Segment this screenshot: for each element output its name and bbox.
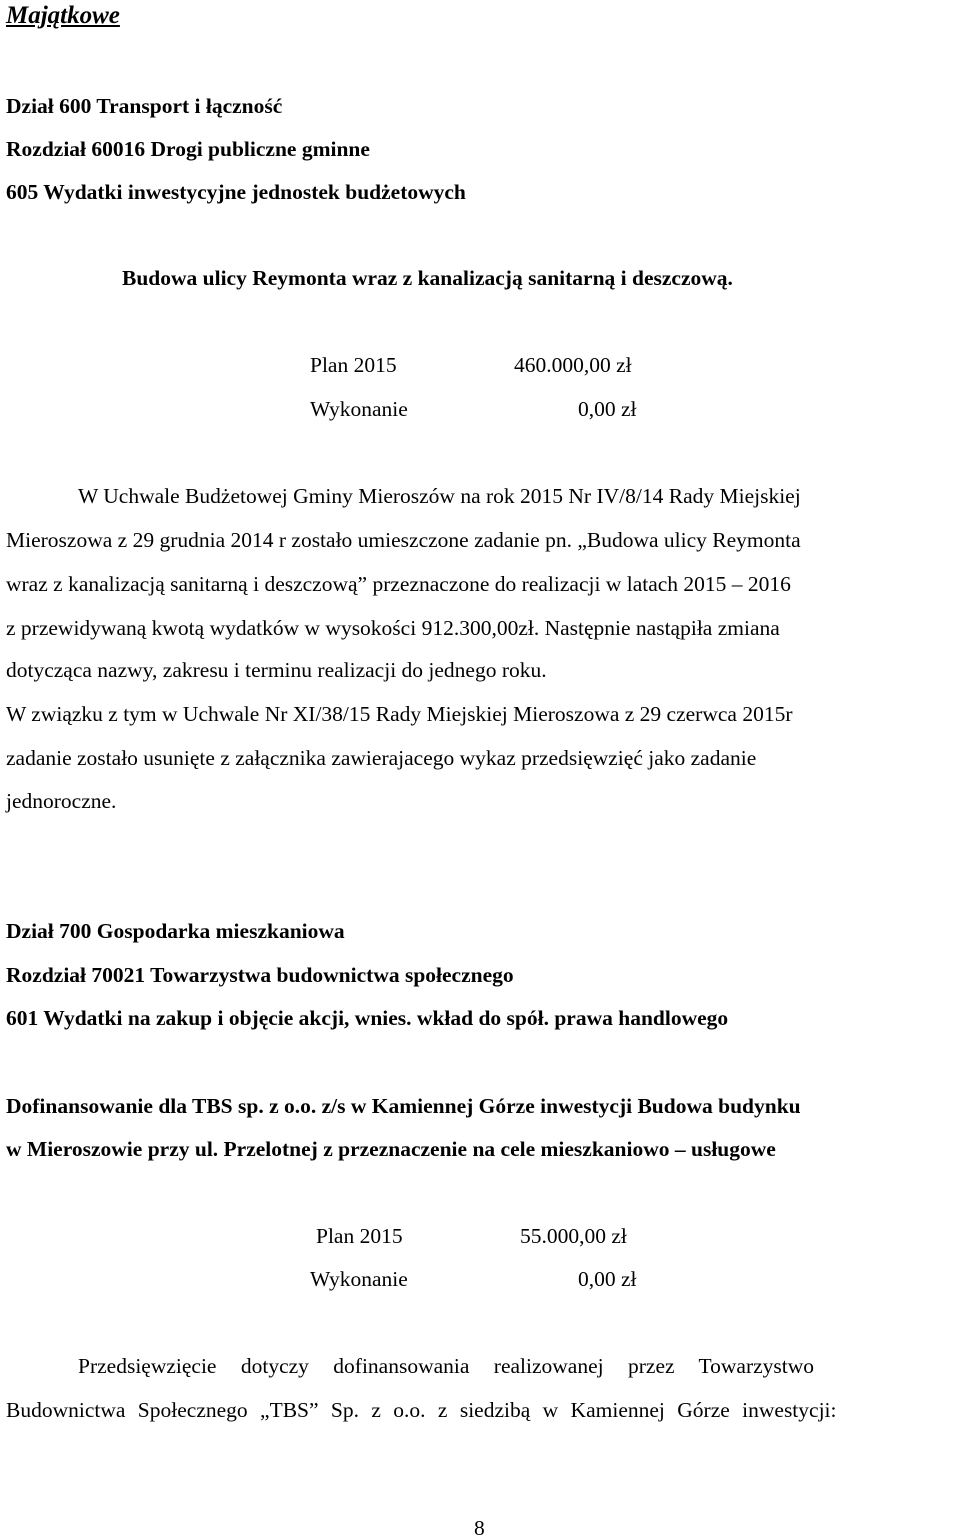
section2-task-line: Dofinansowanie dla TBS sp. z o.o. z/s w Kamiennej Górze inwestycji Budowa budynku xyxy=(6,1094,801,1118)
section1-paragraph-line: Mieroszowa z 29 grudnia 2014 r zostało umieszczone zadanie pn. „Budowa ulicy Reymonta xyxy=(6,528,801,552)
page-title: Majątkowe xyxy=(6,2,120,29)
section2-paragraf: 601 Wydatki na zakup i objęcie akcji, wnies. wkład do spół. prawa handlowego xyxy=(6,1006,729,1030)
section1-paragraph-line: jednoroczne. xyxy=(6,789,117,813)
section1-paragraph-line: zadanie zostało usunięte z załącznika zawierajacego wykaz przedsięwzięć jako zadanie xyxy=(6,746,757,770)
section1-rozdzial: Rozdział 60016 Drogi publiczne gminne xyxy=(6,137,370,161)
section2-exec-label: Wykonanie xyxy=(310,1267,408,1291)
section2-task-line: w Mieroszowie przy ul. Przelotnej z przeznaczenie na cele mieszkaniowo – usługowe xyxy=(6,1137,776,1161)
section2-rozdzial: Rozdział 70021 Towarzystwa budownictwa społecznego xyxy=(6,963,514,987)
section2-plan-label: Plan 2015 xyxy=(316,1224,403,1248)
section1-dzial: Dział 600 Transport i łączność xyxy=(6,94,283,118)
section1-paragraph-line: W związku z tym w Uchwale Nr XI/38/15 Rady Miejskiej Mieroszowa z 29 czerwca 2015r xyxy=(6,702,793,726)
section1-paragraf: 605 Wydatki inwestycyjne jednostek budżetowych xyxy=(6,180,466,204)
section1-paragraph-line: z przewidywaną kwotą wydatków w wysokości 912.300,00zł. Następnie nastąpiła zmiana xyxy=(6,616,780,640)
section1-task: Budowa ulicy Reymonta wraz z kanalizacją sanitarną i deszczową. xyxy=(122,266,733,290)
section1-exec-label: Wykonanie xyxy=(310,397,408,421)
section2-paragraph-line: Budownictwa Społecznego „TBS” Sp. z o.o. z siedzibą w Kamiennej Górze inwestycji: xyxy=(6,1398,837,1422)
section2-plan-value: 55.000,00 zł xyxy=(520,1224,627,1248)
section2-dzial: Dział 700 Gospodarka mieszkaniowa xyxy=(6,919,345,943)
section2-exec-value: 0,00 zł xyxy=(578,1267,637,1291)
section1-exec-value: 0,00 zł xyxy=(578,397,637,421)
section1-paragraph-line: wraz z kanalizacją sanitarną i deszczową” przeznaczone do realizacji w latach 2015 – 2016 xyxy=(6,572,791,596)
section1-plan-value: 460.000,00 zł xyxy=(514,353,632,377)
section1-plan-label: Plan 2015 xyxy=(310,353,397,377)
section1-paragraph-line: W Uchwale Budżetowej Gminy Mieroszów na rok 2015 Nr IV/8/14 Rady Miejskiej xyxy=(78,484,801,508)
page-number: 8 xyxy=(474,1516,485,1540)
section2-paragraph-line: Przedsięwzięcie dotyczy dofinansowania realizowanej przez Towarzystwo xyxy=(78,1354,815,1378)
section1-paragraph-line: dotycząca nazwy, zakresu i terminu realizacji do jednego roku. xyxy=(6,658,547,682)
